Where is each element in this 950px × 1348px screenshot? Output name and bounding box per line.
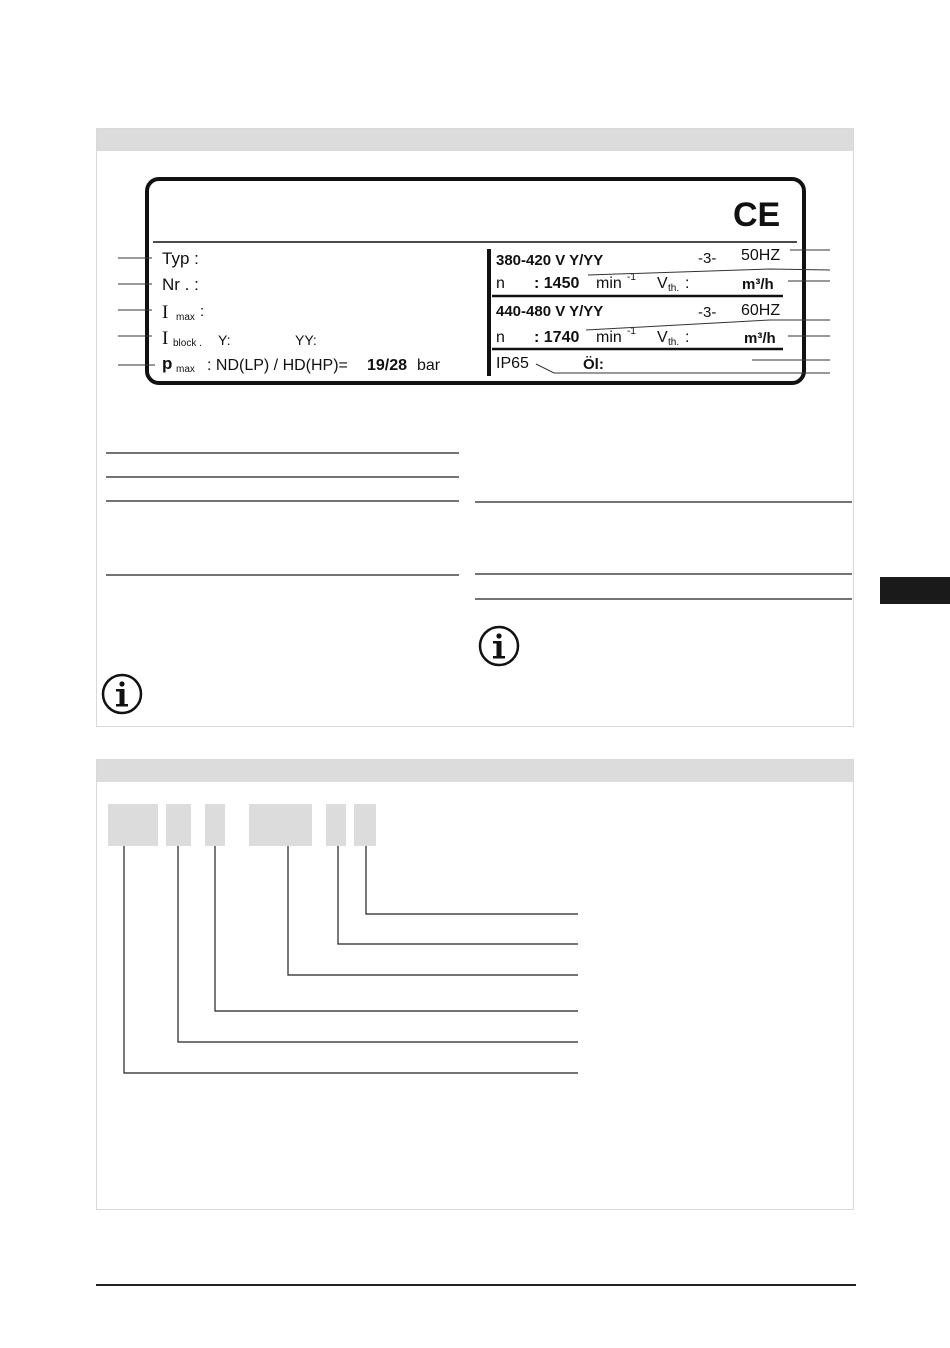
ce-mark-text: CE [733, 196, 781, 234]
rating-50-phase: -3- [698, 250, 717, 267]
type-code-box [326, 804, 346, 846]
protection-class: IP65 [496, 355, 529, 372]
rating-50-vth-subscript: th. [668, 283, 680, 294]
field-pmax-symbol: p [162, 354, 173, 373]
chapter-tab [880, 577, 950, 604]
rating-60-min-unit: min [596, 329, 622, 346]
field-imax-subscript: max [176, 312, 195, 323]
rating-50-min-unit: min [596, 275, 622, 292]
field-pmax-value: 19/28 [367, 357, 408, 374]
rating-50-flow-unit: m³/h [742, 276, 774, 293]
field-iblock-yy: YY: [295, 332, 317, 348]
type-code-boxes [108, 804, 376, 846]
rating-60-phase: -3- [698, 304, 717, 321]
rating-50-vth-colon: : [685, 275, 690, 292]
footer-rule [96, 1284, 856, 1286]
rating-50-min-exponent: -1 [627, 272, 636, 283]
rating-60-vth-colon: : [685, 329, 690, 346]
type-code-box [166, 804, 191, 846]
rating-60-vth-subscript: th. [668, 337, 680, 348]
field-iblock-y: Y: [218, 332, 231, 348]
field-iblock-subscript: block . [173, 338, 202, 349]
field-iblock-symbol: I [162, 328, 169, 349]
field-imax-colon: : [200, 303, 205, 320]
field-pmax-unit: bar [417, 357, 441, 374]
type-code-leader-lines [124, 846, 578, 1073]
rating-60-n-label: n [496, 329, 505, 346]
rating-60-flow-unit: m³/h [744, 330, 776, 347]
field-pmax-subscript: max [176, 364, 195, 375]
rating-50-voltage: 380-420 V Y/YY [496, 252, 604, 269]
type-code-box [249, 804, 312, 846]
type-code-box [205, 804, 225, 846]
rating-50-n-label: n [496, 275, 505, 292]
type-code-box [354, 804, 376, 846]
field-pmax-text: : ND(LP) / HD(HP)= [207, 357, 348, 374]
rating-60-vth-label: V [657, 329, 668, 346]
type-code-box [108, 804, 158, 846]
rating-50-frequency: 50HZ [741, 247, 781, 264]
rating-50-vth-label: V [657, 275, 668, 292]
rating-50-speed: : 1450 [534, 275, 580, 292]
field-nr: Nr . : [162, 275, 199, 294]
rating-60-speed: : 1740 [534, 329, 580, 346]
oil-label: Öl: [583, 356, 604, 373]
rating-60-frequency: 60HZ [741, 302, 781, 319]
rating-60-min-exponent: -1 [627, 326, 636, 337]
field-typ: Typ : [162, 249, 199, 268]
field-imax-symbol: I [162, 302, 169, 323]
rating-60-voltage: 440-480 V Y/YY [496, 303, 604, 320]
